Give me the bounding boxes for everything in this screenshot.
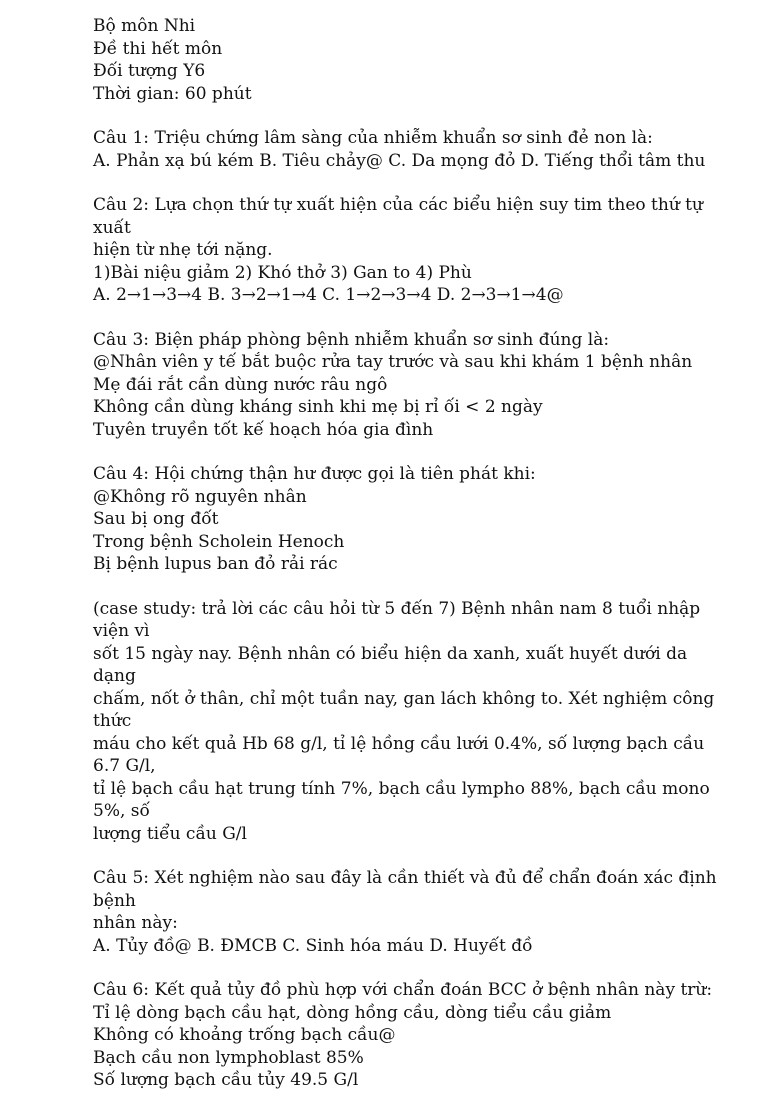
question-6 — [93, 979, 733, 1092]
case-study-line: chấm, nốt ở thân, chỉ một tuần nay, gan lách không to. Xét nghiệm công thức — [93, 688, 720, 731]
question-5-options: A. Tủy đồ@ B. ĐMCB C. Sinh hóa máu D. Huyết đồ — [93, 935, 533, 956]
question-5-prompt-cont: nhân này: — [93, 913, 178, 933]
question-4-prompt: Câu 4: Hội chứng thận hư được gọi là tiên phát khi: — [93, 464, 536, 484]
question-4-option: Bị bệnh lupus ban đỏ rải rác — [93, 554, 338, 574]
question-2-options: A. 2→1→3→4 B. 3→2→1→4 C. 1→2→3→4 D. 2→3→1→4@ — [93, 285, 564, 305]
question-3-option: Tuyên truyền tốt kế hoạch hóa gia đình — [93, 419, 434, 440]
question-3-option: @Nhân viên y tế bắt buộc rửa tay trước và sau khi khám 1 bệnh nhân — [93, 352, 693, 372]
question-3-option: Không cần dùng kháng sinh khi mẹ bị rỉ ối < 2 ngày — [93, 397, 543, 417]
question-1 — [93, 127, 733, 172]
case-study-line: máu cho kết quả Hb 68 g/l, tỉ lệ hồng cầu lưới 0.4%, số lượng bạch cầu 6.7 G/l, — [93, 733, 710, 776]
question-4-option: Trong bệnh Scholein Henoch — [93, 531, 345, 552]
question-6-option: Không có khoảng trống bạch cầu@ — [93, 1025, 396, 1045]
question-2-prompt: Câu 2: Lựa chọn thứ tự xuất hiện của các biểu hiện suy tim theo thứ tự xuất — [93, 195, 709, 238]
question-5-prompt: Câu 5: Xét nghiệm nào sau đây là cần thiết và đủ để chẩn đoán xác định bệnh — [93, 868, 723, 911]
question-1-options: A. Phản xạ bú kém B. Tiêu chảy@ C. Da mọng đỏ D. Tiếng thổi tâm thu — [93, 150, 706, 171]
question-3-prompt: Câu 3: Biện pháp phòng bệnh nhiễm khuẩn sơ sinh đúng là: — [93, 329, 610, 350]
question-4-option: @Không rõ nguyên nhân — [93, 486, 307, 507]
question-5 — [93, 867, 733, 957]
case-study-line: sốt 15 ngày nay. Bệnh nhân có biểu hiện da xanh, xuất huyết dưới da dạng — [93, 643, 693, 686]
question-4-option: Sau bị ong đốt — [93, 509, 219, 529]
exam-header — [93, 15, 733, 105]
target-group-line: Đối tượng Y6 — [93, 61, 206, 81]
case-study-line: lượng tiểu cầu G/l — [93, 823, 247, 844]
question-2-items: 1)Bài niệu giảm 2) Khó thở 3) Gan to 4) Phù — [93, 262, 472, 283]
question-6-option: Bạch cầu non lymphoblast 85% — [93, 1047, 364, 1068]
exam-title-line: Đề thi hết môn — [93, 38, 223, 59]
exam-document — [93, 15, 733, 1114]
question-2 — [93, 194, 733, 307]
question-6-prompt: Câu 6: Kết quả tủy đồ phù hợp với chẩn đoán BCC ở bệnh nhân này trừ: — [93, 980, 713, 1000]
question-6-option: Số lượng bạch cầu tủy 49.5 G/l — [93, 1070, 359, 1090]
case-study — [93, 598, 733, 846]
question-3-option: Mẹ đái rắt cần dùng nước râu ngô — [93, 374, 388, 395]
department-line: Bộ môn Nhi — [93, 16, 196, 36]
case-study-line: tỉ lệ bạch cầu hạt trung tính 7%, bạch cầu lympho 88%, bạch cầu mono 5%, số — [93, 778, 716, 821]
question-6-option: Tỉ lệ dòng bạch cầu hạt, dòng hồng cầu, dòng tiểu cầu giảm — [93, 1002, 612, 1023]
case-study-line: (case study: trả lời các câu hỏi từ 5 đến 7) Bệnh nhân nam 8 tuổi nhập viện vì — [93, 598, 706, 641]
question-1-prompt: Câu 1: Triệu chứng lâm sàng của nhiễm khuẩn sơ sinh đẻ non là: — [93, 128, 653, 148]
question-3 — [93, 329, 733, 442]
duration-line: Thời gian: 60 phút — [93, 83, 252, 104]
question-4 — [93, 463, 733, 576]
question-2-prompt-cont: hiện từ nhẹ tới nặng. — [93, 240, 273, 260]
